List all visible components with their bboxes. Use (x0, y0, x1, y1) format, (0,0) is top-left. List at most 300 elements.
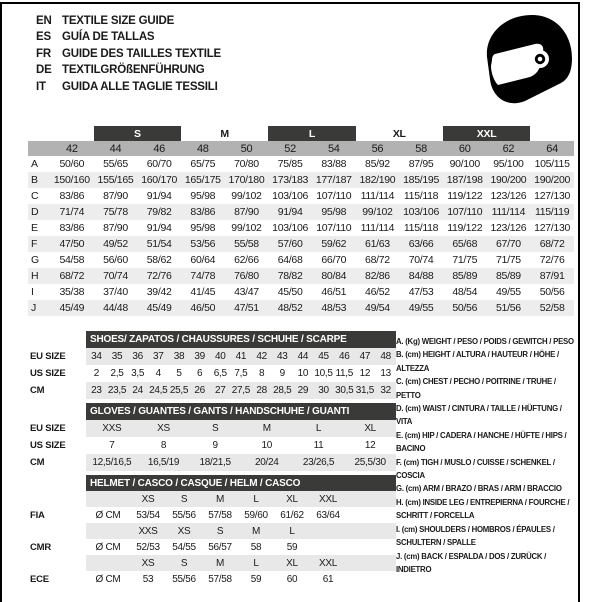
legend-item: I. (cm) SHOULDERS / HOMBROS / ÉPAULES / SCHULTERN / SPALLE (396, 524, 555, 548)
measurement-cell: 83/86 (59, 222, 85, 234)
measurement-row-label: C (31, 190, 39, 202)
measurement-cell: 83/86 (181, 204, 225, 220)
value-cell: L (238, 491, 274, 507)
value-cell: XS (138, 420, 190, 437)
legend-item: E. (cm) HIP / CADERA / HANCHE / HÜFTE / HIPS / BACINO (396, 430, 567, 454)
measurement-cell: 74/78 (181, 268, 225, 284)
measurement-cell: 84/88 (399, 268, 443, 284)
table-row (28, 172, 574, 188)
standard-row-label: ECE (30, 573, 49, 585)
guide-title: TEXTILGRÖßENFÜHRUNG (62, 64, 205, 77)
measurement-cell: 49/55 (399, 300, 443, 316)
measurement-cell: 190/200 (530, 172, 574, 188)
value-cell: 59 (286, 541, 298, 553)
value-cell: 46 (334, 348, 355, 365)
measurement-cell: 111/114 (487, 204, 531, 220)
measurement-cell: 67/70 (487, 236, 531, 252)
measurement-cell: 87/95 (408, 158, 434, 170)
value-cell (86, 555, 130, 571)
measurement-cell: 150/160 (50, 172, 94, 188)
table-row (28, 220, 574, 236)
measurement-cell: 75/78 (94, 204, 138, 220)
measurement-cell: 182/190 (356, 172, 400, 188)
table-row (30, 555, 396, 571)
value-cell: 8 (258, 368, 265, 379)
measurement-row-label: A (31, 158, 38, 170)
value-cell: S (166, 491, 202, 507)
value-cell (86, 523, 130, 539)
value-cell: 61 (322, 573, 334, 585)
value-cell: 37 (148, 348, 169, 365)
language-row-de (36, 62, 221, 78)
measurement-cell: 91/94 (268, 204, 312, 220)
measurement-cell: 70/80 (234, 158, 259, 170)
size-number-cell: 48 (181, 141, 225, 156)
value-cell: XL (344, 420, 396, 437)
measurement-cell: 99/102 (356, 204, 400, 220)
value-cell: M (202, 555, 238, 571)
table-row (30, 403, 396, 420)
measurement-cell: 68/72 (365, 254, 390, 266)
measurement-cell: 46/51 (321, 286, 347, 298)
value-cell: 18/21,5 (189, 454, 241, 471)
table-row (28, 268, 574, 284)
value-cell: 2,5 (110, 368, 124, 379)
value-cell: Ø CM (95, 509, 121, 521)
table-cell (346, 539, 396, 555)
table-row (30, 331, 396, 348)
measurement-row-label: F (28, 236, 50, 252)
measurement-cell: 165/175 (181, 172, 225, 188)
measurement-cell: 99/102 (231, 222, 262, 234)
language-row-it (36, 79, 221, 95)
table-row (28, 204, 574, 220)
measurement-cell: 107/110 (316, 222, 352, 234)
language-code: DE (36, 64, 52, 77)
measurement-cell: 85/92 (365, 158, 390, 170)
value-cell: 41 (231, 348, 252, 365)
measurement-cell: 170/180 (225, 172, 269, 188)
measurement-cell: 185/195 (399, 172, 443, 188)
language-code: EN (36, 15, 52, 27)
table-row (28, 300, 574, 316)
value-cell: 59 (250, 573, 262, 585)
measurement-row-label: H (28, 268, 50, 284)
language-code: ES (36, 31, 51, 44)
measurement-cell: 49/52 (94, 236, 138, 252)
value-cell: XS (130, 555, 166, 571)
value-cell: XXL (310, 491, 346, 507)
value-cell: S (189, 420, 241, 437)
table-row (28, 284, 574, 300)
measurement-cell: 49/55 (496, 286, 521, 298)
measurement-cell: 68/72 (50, 268, 94, 284)
row-label: US SIZE (30, 440, 66, 451)
measurement-cell: 50/60 (59, 158, 85, 170)
measurement-cell: 95/98 (190, 222, 216, 234)
measurement-cell: 45/50 (277, 286, 303, 298)
value-cell: XL (274, 555, 310, 571)
measurement-cell: 54/58 (59, 254, 85, 266)
value-cell: 9 (279, 368, 285, 379)
value-cell: 7 (109, 440, 115, 451)
measurement-cell: 76/80 (225, 268, 269, 284)
measurement-cell: 51/54 (137, 236, 181, 252)
measurement-cell: 68/72 (530, 236, 574, 252)
value-cell: 16,5/19 (138, 454, 190, 471)
table-cell (530, 126, 574, 141)
measurement-cell: 71/75 (496, 254, 521, 266)
table-cell (28, 141, 50, 156)
value-cell: 55/56 (172, 509, 196, 521)
language-row-en (36, 13, 221, 29)
value-cell: 10,5 (314, 368, 333, 379)
table-cell (346, 571, 396, 587)
value-cell: XS (166, 523, 202, 539)
value-cell: 59/60 (244, 509, 268, 521)
legend-item: D. (cm) WAIST / CINTURA / TAILLE / HÜFTUNG / VITA (396, 404, 562, 427)
measurement-cell: 91/94 (146, 190, 172, 202)
row-label: EU SIZE (30, 351, 66, 362)
table-title-band: GLOVES / GUANTES / GANTS / HANDSCHUHE / GUANTI (86, 403, 396, 420)
table-cell (346, 523, 396, 539)
table-row (28, 141, 574, 156)
measurement-cell: 79/82 (137, 204, 181, 220)
measurement-row-label: I (31, 286, 34, 298)
value-cell: 23/26,5 (293, 454, 345, 471)
value-cell: 61/62 (280, 509, 304, 521)
measurement-cell: 46/52 (365, 286, 390, 298)
measurement-row-label: B (28, 172, 50, 188)
measurement-cell: 87/90 (103, 190, 128, 202)
size-number-cell: 60 (443, 141, 487, 156)
table-row (30, 491, 396, 507)
measurement-cell: 78/82 (268, 268, 312, 284)
measurement-cell: 51/56 (487, 300, 531, 316)
size-number-cell: 64 (530, 141, 574, 156)
value-cell: 36 (127, 348, 148, 365)
table-row (30, 454, 396, 471)
row-label: CM (30, 457, 45, 468)
row-label (30, 523, 86, 539)
table-cell (346, 555, 396, 571)
measurement-cell: 45/49 (50, 300, 94, 316)
measurement-cell: 119/122 (447, 222, 483, 234)
measurement-cell: 47/50 (50, 236, 94, 252)
measurement-row-label: G (31, 254, 39, 266)
measurement-cell: 47/51 (225, 300, 269, 316)
value-cell: 48 (375, 348, 396, 365)
measurement-cell: 103/106 (272, 190, 309, 202)
table-row (28, 126, 574, 141)
value-cell: 10 (261, 440, 273, 451)
measurement-cell: 55/58 (225, 236, 269, 252)
measurement-cell: 95/100 (493, 158, 524, 170)
measurement-cell: 43/47 (234, 286, 259, 298)
row-label: EU SIZE (30, 423, 66, 434)
measurement-cell: 190/200 (487, 172, 531, 188)
value-cell: S (166, 555, 202, 571)
table-cell (30, 403, 86, 420)
value-cell: Ø CM (95, 541, 121, 553)
value-cell: 45 (313, 348, 334, 365)
measurement-cell: 160/170 (137, 172, 181, 188)
size-number-cell: 62 (487, 141, 531, 156)
measurement-cell: 63/66 (399, 236, 443, 252)
size-group-header: S (94, 126, 181, 141)
value-cell: M (238, 523, 274, 539)
value-cell: 30 (313, 382, 334, 399)
value-cell: L (293, 420, 345, 437)
table-title-band: SHOES/ ZAPATOS / CHAUSSURES / SCHUHE / SCARPE (86, 331, 396, 348)
value-cell: L (238, 555, 274, 571)
language-row-es (36, 29, 221, 45)
measurement-cell: 60/64 (190, 254, 216, 266)
legend-item: A. (Kg) WEIGHT / PESO / POIDS / GEWITCH / PESO (396, 337, 574, 346)
value-cell: 23 (86, 382, 107, 399)
table-row (28, 156, 574, 172)
measurement-cell: 173/183 (268, 172, 312, 188)
value-cell: 60 (286, 573, 298, 585)
value-cell: 6,5 (213, 368, 227, 379)
measurement-cell: 95/98 (312, 204, 356, 220)
measurement-row-label: E (31, 222, 38, 234)
measurement-cell: 70/74 (94, 268, 138, 284)
value-cell: 7,5 (234, 368, 248, 379)
measurement-cell: 103/106 (272, 222, 309, 234)
value-cell: 20/24 (241, 454, 293, 471)
value-cell: 31,5 (355, 382, 376, 399)
value-cell: S (202, 523, 238, 539)
measurement-cell: 65/75 (190, 158, 216, 170)
table-row (30, 507, 396, 523)
row-label: US SIZE (30, 368, 66, 379)
measurement-cell: 57/60 (268, 236, 312, 252)
measurement-cell: 127/130 (534, 190, 571, 202)
measurement-cell: 46/50 (181, 300, 225, 316)
measurement-cell: 45/49 (137, 300, 181, 316)
measurement-cell: 107/110 (443, 204, 487, 220)
size-number-cell: 52 (268, 141, 312, 156)
measurement-cell: 119/122 (447, 190, 483, 202)
value-cell: XS (130, 491, 166, 507)
measurement-cell: 71/74 (50, 204, 94, 220)
size-number-cell: 54 (312, 141, 356, 156)
size-group-header: L (268, 126, 355, 141)
table-row (28, 252, 574, 268)
measurement-cell: 62/66 (234, 254, 259, 266)
value-cell: XXL (310, 555, 346, 571)
value-cell: XXS (86, 420, 138, 437)
measurement-cell: 95/98 (190, 190, 216, 202)
measurement-cell: 90/100 (449, 158, 480, 170)
table-cell (346, 507, 396, 523)
value-cell: 53/54 (136, 509, 160, 521)
measurement-cell: 70/74 (408, 254, 434, 266)
measurement-cell: 85/89 (487, 268, 531, 284)
value-cell: 23,5 (107, 382, 128, 399)
row-label: CM (30, 385, 45, 396)
measurement-cell: 72/76 (137, 268, 181, 284)
value-cell: 12,5/16,5 (86, 454, 138, 471)
value-cell: 34 (86, 348, 107, 365)
measurement-cell: 65/68 (443, 236, 487, 252)
value-cell: 29 (293, 382, 314, 399)
table-row (30, 420, 396, 437)
language-code: FR (36, 47, 51, 60)
size-number-cell: 42 (50, 141, 94, 156)
value-cell: 3,5 (131, 368, 145, 379)
shoes-table (30, 331, 396, 399)
measurement-cell: 50/56 (539, 286, 565, 298)
value-cell: 53 (142, 573, 154, 585)
value-cell: 52/53 (136, 541, 160, 553)
table-row (30, 475, 396, 491)
legend-item: J. (cm) BACK / ESPALDA / DOS / ZURÜCK / INDIETRO (396, 551, 547, 574)
value-cell: 9 (212, 440, 218, 451)
row-label (30, 555, 86, 571)
value-cell: 38 (169, 348, 190, 365)
guide-title: GUIDE DES TAILLES TEXTILE (62, 47, 221, 60)
guide-title: TEXTILE SIZE GUIDE (62, 15, 175, 27)
measurement-cell: 87/90 (225, 204, 269, 220)
value-cell: M (202, 491, 238, 507)
value-cell: 42 (251, 348, 272, 365)
value-cell: 25,5/30 (344, 454, 396, 471)
measurement-cell: 44/48 (94, 300, 138, 316)
measurement-cell: 87/90 (103, 222, 128, 234)
value-cell: 10 (297, 368, 309, 379)
measurement-cell: 61/63 (356, 236, 400, 252)
value-cell (86, 491, 130, 507)
measurement-cell: 50/56 (443, 300, 487, 316)
table-row (30, 571, 396, 587)
size-number-cell: 58 (399, 141, 443, 156)
value-cell: 32 (375, 382, 396, 399)
value-cell (310, 523, 346, 539)
value-cell: 57/58 (208, 509, 232, 521)
value-cell: 2 (93, 368, 99, 379)
measurement-cell: 71/75 (452, 254, 478, 266)
legend-item: H. (cm) INSIDE LEG / ENTREPIERNA / FOURCHE / SCHRITT / FORCELLA (396, 497, 570, 521)
measurement-cell: 127/130 (534, 222, 571, 234)
value-cell: 55/56 (172, 573, 196, 585)
measurement-cell: 123/126 (490, 190, 527, 202)
value-cell: XL (274, 491, 310, 507)
main-size-table (28, 126, 574, 316)
measurement-cell: 48/54 (452, 286, 478, 298)
value-cell: L (274, 523, 310, 539)
measurement-cell: 37/40 (103, 286, 128, 298)
value-cell: 26 (189, 382, 210, 399)
size-number-cell: 46 (137, 141, 181, 156)
table-row (30, 365, 396, 382)
size-group-header: XL (392, 127, 406, 140)
legend-item: B. (cm) HEIGHT / ALTURA / HAUTEUR / HÖHE / ALTEZZA (396, 350, 559, 373)
value-cell: 35 (107, 348, 128, 365)
measurement-cell: 80/84 (312, 268, 356, 284)
value-cell: 4 (155, 368, 161, 379)
value-cell: 63/64 (316, 509, 340, 521)
measurement-cell: 60/70 (146, 158, 172, 170)
measurement-cell: 52/58 (530, 300, 574, 316)
value-cell: 25,5 (169, 382, 190, 399)
table-row (30, 539, 396, 555)
language-header (36, 13, 221, 95)
value-cell: 44 (293, 348, 314, 365)
measurement-cell: 66/70 (321, 254, 347, 266)
value-cell: 24 (127, 382, 148, 399)
table-row (30, 382, 396, 399)
size-group-header: M (220, 127, 229, 140)
racing-helmet-icon (482, 11, 574, 108)
measurement-cell: 99/102 (231, 190, 262, 202)
measurement-cell: 48/52 (268, 300, 312, 316)
measurement-cell: 91/94 (146, 222, 172, 234)
measurement-cell: 103/106 (399, 204, 443, 220)
measurement-cell: 85/89 (443, 268, 487, 284)
measurement-cell: 75/85 (277, 158, 303, 170)
value-cell: 30,5 (334, 382, 355, 399)
size-number-cell: 50 (225, 141, 269, 156)
value-cell: 57/58 (208, 573, 232, 585)
measurement-cell: 35/38 (59, 286, 85, 298)
value-cell: 6 (196, 368, 203, 379)
legend-item: C. (cm) CHEST / PECHO / POITRINE / TRUHE / PETTO (396, 377, 556, 400)
value-cell: 13 (380, 368, 391, 379)
measurement-cell: 39/42 (146, 286, 172, 298)
guide-title: GUIDA ALLE TAGLIE TESSILI (62, 80, 218, 93)
measurement-cell: 53/56 (181, 236, 225, 252)
measurement-cell: 123/126 (490, 222, 527, 234)
gloves-table (30, 403, 396, 471)
measurement-cell: 115/118 (403, 222, 439, 234)
language-code: IT (36, 80, 46, 93)
measurement-cell: 177/187 (312, 172, 356, 188)
value-cell: 24,5 (148, 382, 169, 399)
measurement-cell: 64/68 (277, 254, 303, 266)
measurement-legend (396, 335, 575, 576)
table-row (28, 236, 574, 252)
measurement-cell: 187/198 (443, 172, 487, 188)
measurement-cell: 55/65 (103, 158, 128, 170)
value-cell: 43 (272, 348, 293, 365)
measurement-cell: 82/86 (356, 268, 400, 284)
value-cell: 12 (359, 368, 371, 379)
value-cell: XXS (130, 523, 166, 539)
measurement-cell: 72/76 (539, 254, 565, 266)
measurement-cell: 83/88 (321, 158, 347, 170)
measurement-cell: 105/115 (534, 158, 570, 170)
measurement-cell: 111/114 (360, 222, 395, 234)
value-cell: 5 (176, 368, 182, 379)
legend-item: F. (cm) TIGH / MUSLO / CUISSE / SCHENKEL / COSCIA (396, 457, 555, 481)
measurement-cell: 83/86 (59, 190, 85, 202)
table-cell (346, 491, 396, 507)
table-row (30, 523, 396, 539)
measurement-cell: 58/62 (146, 254, 172, 266)
table-row (30, 348, 396, 365)
value-cell: 39 (189, 348, 210, 365)
table-row (28, 188, 574, 204)
size-group-header: XXL (443, 126, 530, 141)
value-cell: M (241, 420, 293, 437)
value-cell: 58 (250, 541, 262, 553)
value-cell: 47 (355, 348, 376, 365)
measurement-cell: 115/118 (403, 190, 439, 202)
value-cell: 28,5 (272, 382, 293, 399)
measurement-cell: 155/165 (94, 172, 138, 188)
